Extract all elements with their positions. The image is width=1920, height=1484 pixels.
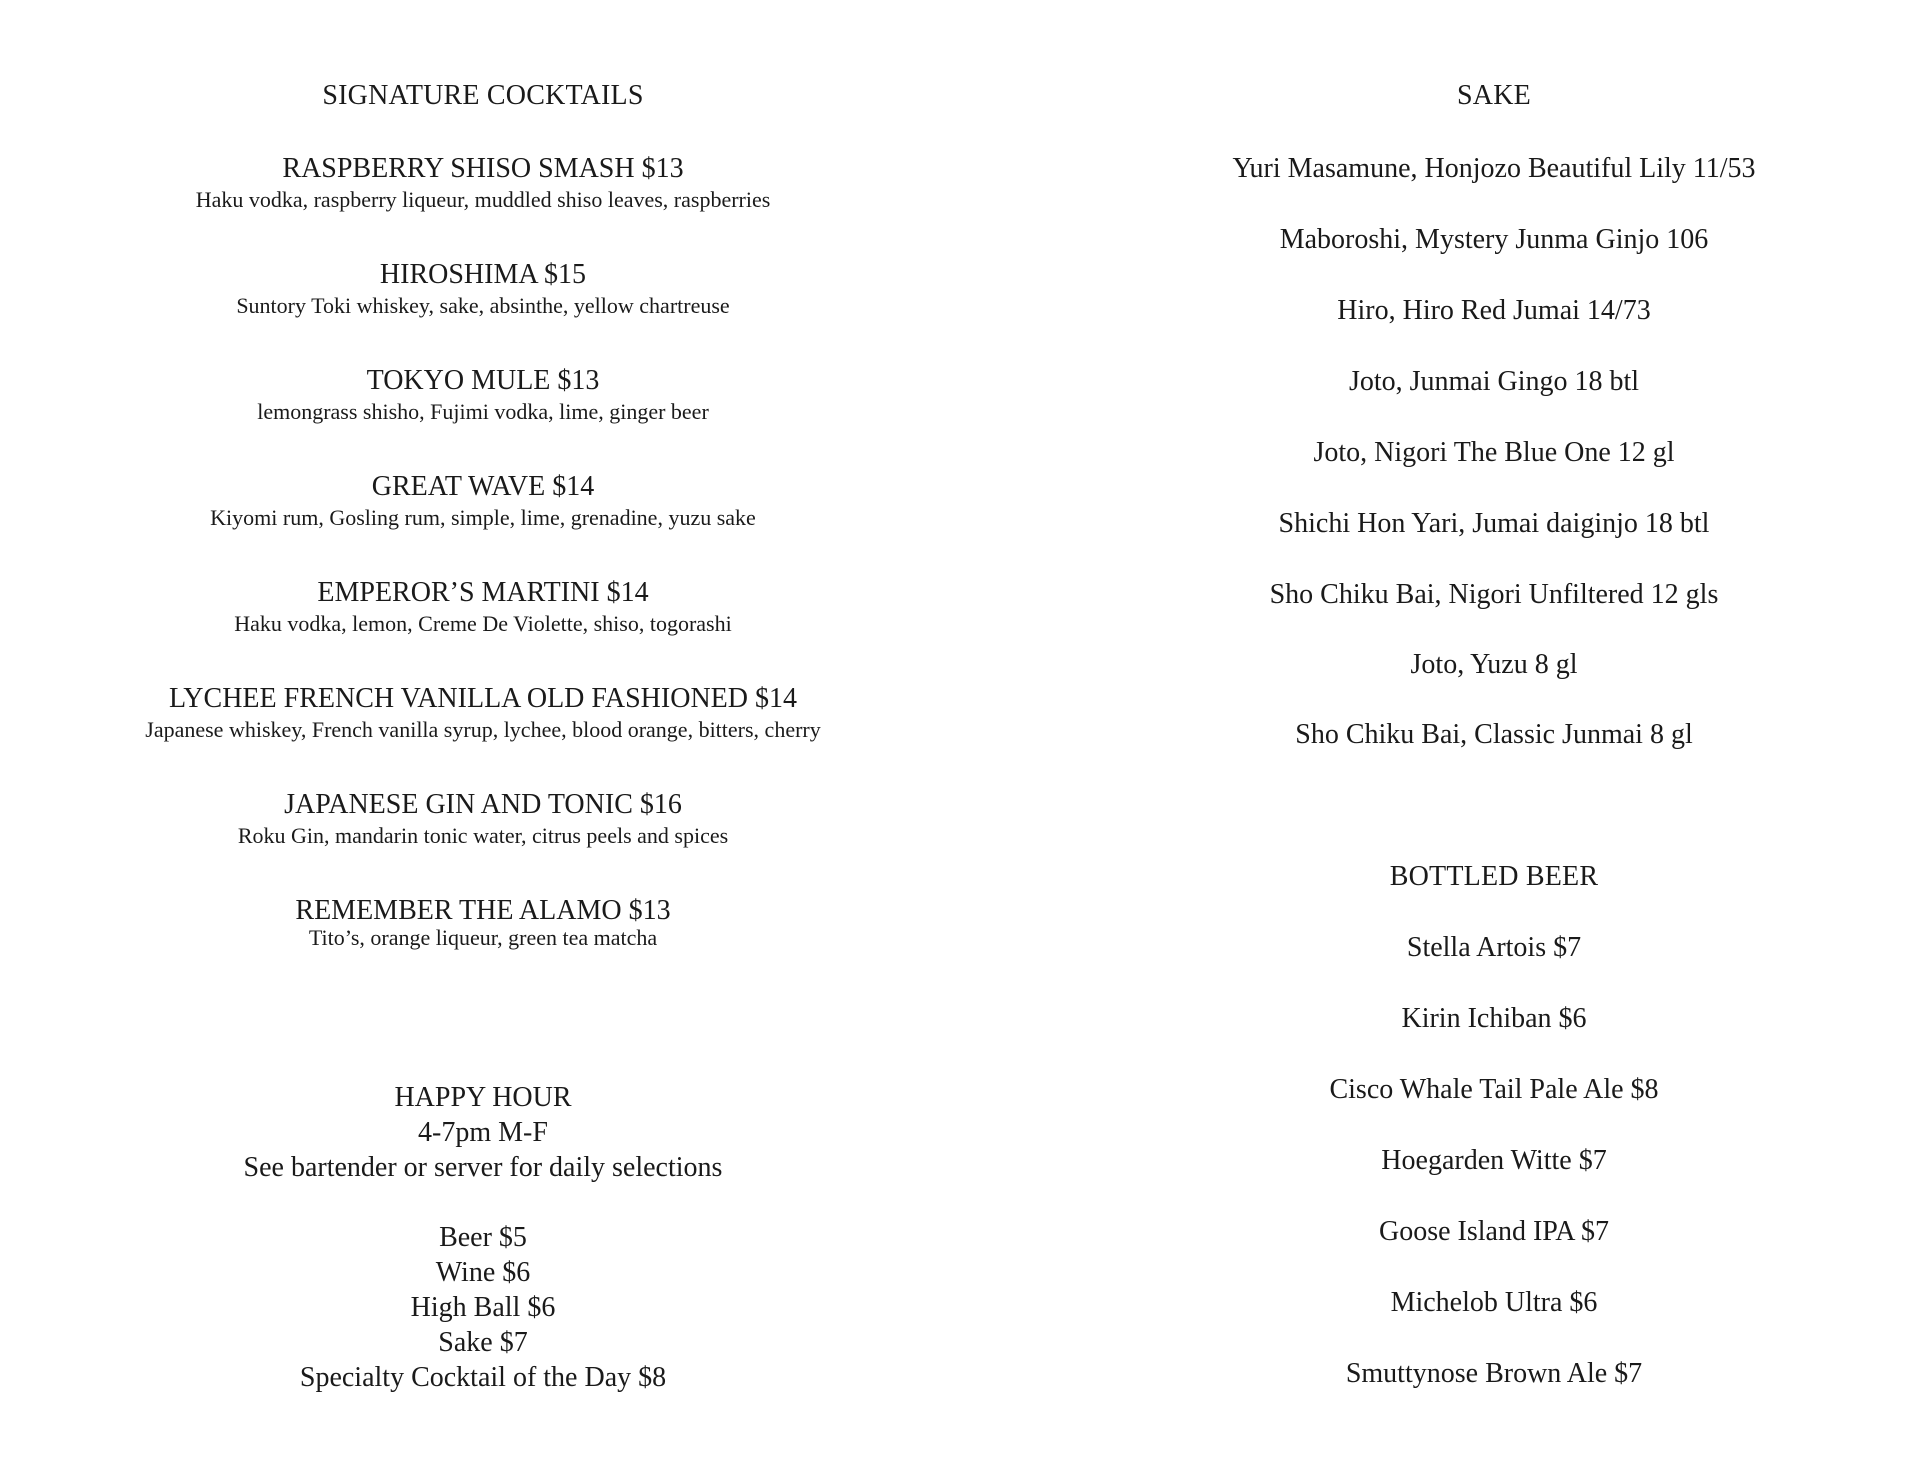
sake-item: Joto, Yuzu 8 gl bbox=[1410, 649, 1578, 680]
beer-item: Stella Artois $7 bbox=[1406, 932, 1582, 963]
cocktail-description: lemongrass shisho, Fujimi vodka, lime, ginger beer bbox=[257, 399, 709, 424]
cocktail-item bbox=[0, 364, 966, 426]
cocktail-description: Haku vodka, raspberry liqueur, muddled shiso leaves, raspberries bbox=[195, 187, 771, 212]
beer-item: Kirin Ichiban $6 bbox=[1401, 1003, 1587, 1034]
cocktail-item bbox=[0, 788, 966, 850]
cocktail-name: JAPANESE GIN AND TONIC $16 bbox=[284, 789, 682, 820]
sake-item: Sho Chiku Bai, Nigori Unfiltered 12 gls bbox=[1269, 579, 1719, 610]
happy-hour-item: Beer $5 bbox=[439, 1222, 527, 1253]
cocktail-name: REMEMBER THE ALAMO $13 bbox=[295, 895, 671, 926]
happy-hour-title: HAPPY HOUR bbox=[394, 1082, 572, 1113]
sake-item: Yuri Masamune, Honjozo Beautiful Lily 11/53 bbox=[1232, 153, 1756, 184]
cocktail-name: RASPBERRY SHISO SMASH $13 bbox=[282, 153, 684, 184]
cocktail-item bbox=[0, 470, 966, 532]
sake-item: Joto, Junmai Gingo 18 btl bbox=[1348, 366, 1640, 397]
happy-hour-note: See bartender or server for daily selections bbox=[243, 1152, 723, 1183]
signature-cocktails-title: SIGNATURE COCKTAILS bbox=[322, 80, 644, 111]
bottled-beer-title: BOTTLED BEER bbox=[1389, 861, 1599, 892]
happy-hour-section bbox=[0, 1080, 966, 1395]
beer-item: Smuttynose Brown Ale $7 bbox=[1345, 1358, 1643, 1389]
cocktail-item bbox=[0, 258, 966, 320]
beer-item: Cisco Whale Tail Pale Ale $8 bbox=[1329, 1074, 1659, 1105]
cocktail-description: Japanese whiskey, French vanilla syrup, lychee, blood orange, bitters, cherry bbox=[145, 717, 821, 742]
cocktail-description: Roku Gin, mandarin tonic water, citrus peels and spices bbox=[237, 823, 729, 848]
beer-item: Hoegarden Witte $7 bbox=[1381, 1145, 1607, 1176]
cocktail-item bbox=[0, 682, 966, 744]
cocktail-name: HIROSHIMA $15 bbox=[379, 259, 587, 290]
cocktail-description: Tito’s, orange liqueur, green tea matcha bbox=[308, 925, 658, 950]
sake-item: Shichi Hon Yari, Jumai daiginjo 18 btl bbox=[1278, 508, 1710, 539]
cocktail-name: TOKYO MULE $13 bbox=[366, 365, 600, 396]
cocktail-item bbox=[0, 576, 966, 638]
cocktail-description: Suntory Toki whiskey, sake, absinthe, yellow chartreuse bbox=[236, 293, 730, 318]
cocktail-description: Kiyomi rum, Gosling rum, simple, lime, grenadine, yuzu sake bbox=[210, 505, 756, 530]
happy-hour-item: High Ball $6 bbox=[410, 1292, 556, 1323]
sake-title: SAKE bbox=[1457, 80, 1531, 111]
cocktail-item bbox=[0, 152, 966, 214]
beer-item: Goose Island IPA $7 bbox=[1379, 1216, 1609, 1247]
cocktail-name: LYCHEE FRENCH VANILLA OLD FASHIONED $14 bbox=[169, 683, 797, 714]
sake-item: Hiro, Hiro Red Jumai 14/73 bbox=[1337, 295, 1651, 326]
happy-hour-hours: 4-7pm M-F bbox=[418, 1117, 548, 1148]
cocktail-description: Haku vodka, lemon, Creme De Violette, shiso, togorashi bbox=[234, 611, 732, 636]
happy-hour-item: Wine $6 bbox=[435, 1257, 531, 1288]
happy-hour-item: Sake $7 bbox=[438, 1327, 528, 1358]
cocktail-name: GREAT WAVE $14 bbox=[371, 471, 595, 502]
sake-item: Maboroshi, Mystery Junma Ginjo 106 bbox=[1279, 224, 1709, 255]
cocktail-item bbox=[0, 894, 966, 952]
sake-item: Joto, Nigori The Blue One 12 gl bbox=[1313, 437, 1675, 468]
happy-hour-item: Specialty Cocktail of the Day $8 bbox=[299, 1362, 667, 1393]
beer-item: Michelob Ultra $6 bbox=[1390, 1287, 1598, 1318]
sake-item: Sho Chiku Bai, Classic Junmai 8 gl bbox=[1295, 719, 1693, 750]
cocktail-name: EMPEROR’S MARTINI $14 bbox=[317, 577, 649, 608]
